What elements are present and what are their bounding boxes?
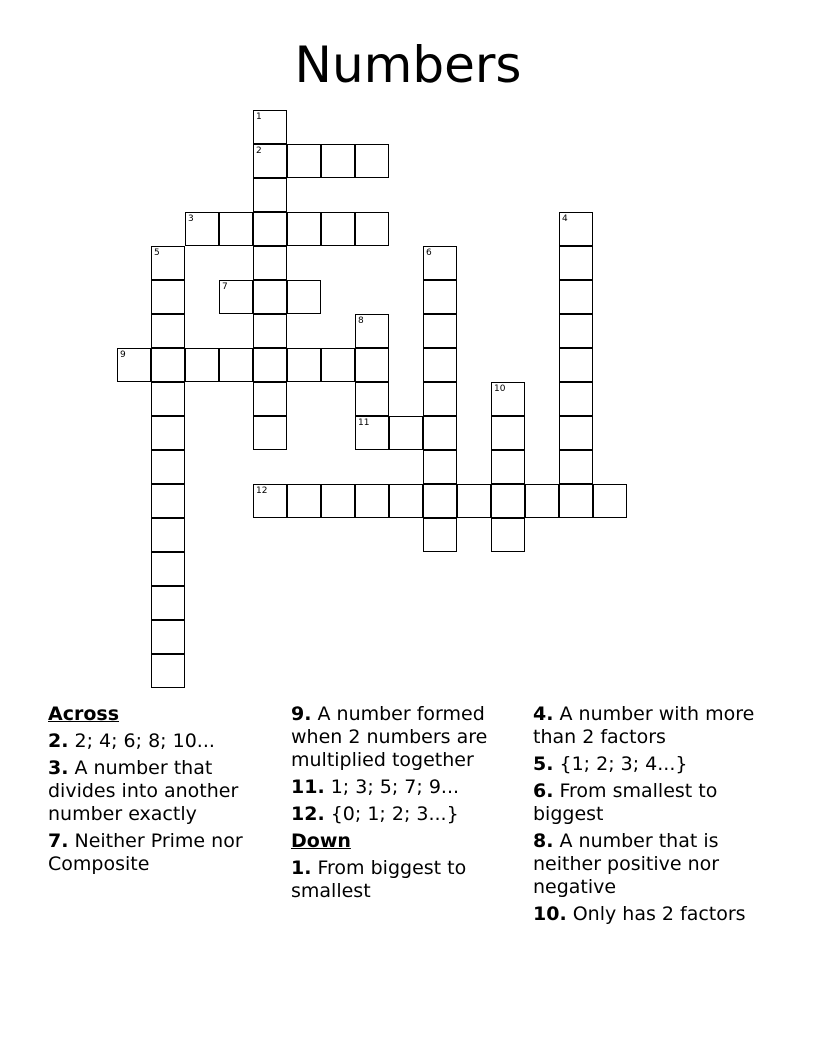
grid-cell[interactable] [491, 382, 525, 416]
grid-cell[interactable] [253, 382, 287, 416]
clues-column-3 [533, 703, 765, 930]
clue-number: 4. [533, 703, 554, 725]
clue-number: 5. [533, 753, 554, 775]
grid-cell[interactable] [253, 212, 287, 246]
grid-cell[interactable] [389, 416, 423, 450]
clue-text: {0; 1; 2; 3...} [324, 803, 459, 825]
grid-cell[interactable] [253, 144, 287, 178]
clue-number: 2. [48, 730, 69, 752]
grid-cell[interactable] [355, 348, 389, 382]
grid-cell[interactable] [253, 348, 287, 382]
clue [533, 703, 765, 749]
grid-cell[interactable] [287, 144, 321, 178]
clue-number: 7. [48, 830, 69, 852]
grid-cell[interactable] [253, 110, 287, 144]
clue [533, 780, 765, 826]
grid-cell[interactable] [287, 484, 321, 518]
grid-cell[interactable] [559, 314, 593, 348]
cell-number: 3 [188, 214, 194, 224]
grid-cell[interactable] [253, 178, 287, 212]
clue-text: A number that divides into another number exactly [48, 757, 239, 825]
clue-text: Only has 2 factors [566, 903, 746, 925]
grid-cell[interactable] [287, 280, 321, 314]
cell-number: 8 [358, 316, 364, 326]
clue-number: 8. [533, 830, 554, 852]
down-clue-list [291, 857, 523, 903]
grid-cell[interactable] [491, 484, 525, 518]
grid-cell[interactable] [151, 518, 185, 552]
grid-cell[interactable] [355, 144, 389, 178]
grid-cell[interactable] [185, 212, 219, 246]
cell-number: 5 [154, 248, 160, 258]
clue-number: 11. [291, 776, 325, 798]
grid-cell[interactable] [423, 246, 457, 280]
grid-cell[interactable] [559, 416, 593, 450]
clue [291, 857, 523, 903]
cell-number: 2 [256, 146, 262, 156]
grid-cell[interactable] [423, 518, 457, 552]
clue-number: 10. [533, 903, 567, 925]
clue-number: 9. [291, 703, 312, 725]
grid-cell[interactable] [559, 212, 593, 246]
grid-cell[interactable] [253, 246, 287, 280]
cell-number: 12 [256, 486, 268, 496]
grid-cell[interactable] [151, 620, 185, 654]
grid-cell[interactable] [355, 314, 389, 348]
clues-column-2 [291, 703, 523, 907]
down-heading: Down [291, 830, 351, 852]
clue-text: Neither Prime nor Composite [48, 830, 243, 875]
clue-text: A number with more than 2 factors [533, 703, 755, 748]
grid-cell[interactable] [287, 212, 321, 246]
grid-cell[interactable] [559, 484, 593, 518]
grid-cell[interactable] [219, 212, 253, 246]
clue [533, 830, 765, 899]
puzzle-title: Numbers [294, 36, 522, 94]
grid-cell[interactable] [287, 348, 321, 382]
clue-number: 12. [291, 803, 325, 825]
clue [291, 803, 523, 826]
clue [533, 753, 765, 776]
clue-number: 1. [291, 857, 312, 879]
grid-cell[interactable] [151, 586, 185, 620]
grid-cell[interactable] [491, 416, 525, 450]
grid-cell[interactable] [559, 450, 593, 484]
grid-cell[interactable] [253, 280, 287, 314]
grid-cell[interactable] [491, 450, 525, 484]
cell-number: 1 [256, 112, 262, 122]
grid-cell[interactable] [185, 348, 219, 382]
clue [291, 703, 523, 772]
grid-cell[interactable] [559, 280, 593, 314]
grid-cell[interactable] [321, 348, 355, 382]
grid-cell[interactable] [355, 382, 389, 416]
grid-cell[interactable] [389, 484, 423, 518]
grid-cell[interactable] [423, 484, 457, 518]
grid-cell[interactable] [355, 484, 389, 518]
grid-cell[interactable] [559, 348, 593, 382]
down-clue-list-continued [533, 703, 765, 926]
grid-cell[interactable] [525, 484, 559, 518]
grid-cell[interactable] [151, 654, 185, 688]
grid-cell[interactable] [423, 314, 457, 348]
clues-column-1 [48, 703, 280, 880]
grid-cell[interactable] [151, 552, 185, 586]
grid-cell[interactable] [457, 484, 491, 518]
grid-cell[interactable] [253, 314, 287, 348]
clue-text: A number formed when 2 numbers are multiplied together [291, 703, 488, 771]
across-clue-list-continued [291, 703, 523, 826]
grid-cell[interactable] [559, 382, 593, 416]
clue-number: 3. [48, 757, 69, 779]
grid-cell[interactable] [117, 348, 151, 382]
grid-cell[interactable] [151, 280, 185, 314]
grid-cell[interactable] [151, 314, 185, 348]
across-heading: Across [48, 703, 120, 725]
grid-cell[interactable] [423, 450, 457, 484]
grid-cell[interactable] [253, 484, 287, 518]
cell-number: 6 [426, 248, 432, 258]
grid-cell[interactable] [423, 382, 457, 416]
clue [48, 730, 280, 753]
cell-number: 10 [494, 384, 506, 394]
grid-cell[interactable] [321, 484, 355, 518]
cell-number: 4 [562, 214, 568, 224]
grid-cell[interactable] [151, 450, 185, 484]
grid-cell[interactable] [151, 484, 185, 518]
grid-cell[interactable] [253, 416, 287, 450]
clue-text: {1; 2; 3; 4...} [553, 753, 688, 775]
grid-cell[interactable] [355, 416, 389, 450]
clue [48, 757, 280, 826]
clue-text: 2; 4; 6; 8; 10... [68, 730, 215, 752]
cell-number: 7 [222, 282, 228, 292]
grid-cell[interactable] [151, 416, 185, 450]
grid-cell[interactable] [151, 246, 185, 280]
cell-number: 11 [358, 418, 370, 428]
grid-cell[interactable] [491, 518, 525, 552]
clue-text: From smallest to biggest [533, 780, 718, 825]
clue-text: From biggest to smallest [291, 857, 467, 902]
clue-text: A number that is neither positive nor negative [533, 830, 720, 898]
grid-cell[interactable] [151, 348, 185, 382]
grid-cell[interactable] [559, 246, 593, 280]
grid-cell[interactable] [219, 348, 253, 382]
cell-number: 9 [120, 350, 126, 360]
grid-cell[interactable] [355, 212, 389, 246]
grid-cell[interactable] [321, 212, 355, 246]
clue-number: 6. [533, 780, 554, 802]
grid-cell[interactable] [219, 280, 253, 314]
clue-text: 1; 3; 5; 7; 9... [324, 776, 460, 798]
grid-cell[interactable] [321, 144, 355, 178]
grid-cell[interactable] [151, 382, 185, 416]
across-clue-list [48, 730, 280, 876]
grid-cell[interactable] [423, 416, 457, 450]
grid-cell[interactable] [423, 280, 457, 314]
grid-cell[interactable] [423, 348, 457, 382]
clue [291, 776, 523, 799]
grid-cell[interactable] [593, 484, 627, 518]
clue [533, 903, 765, 926]
clue [48, 830, 280, 876]
